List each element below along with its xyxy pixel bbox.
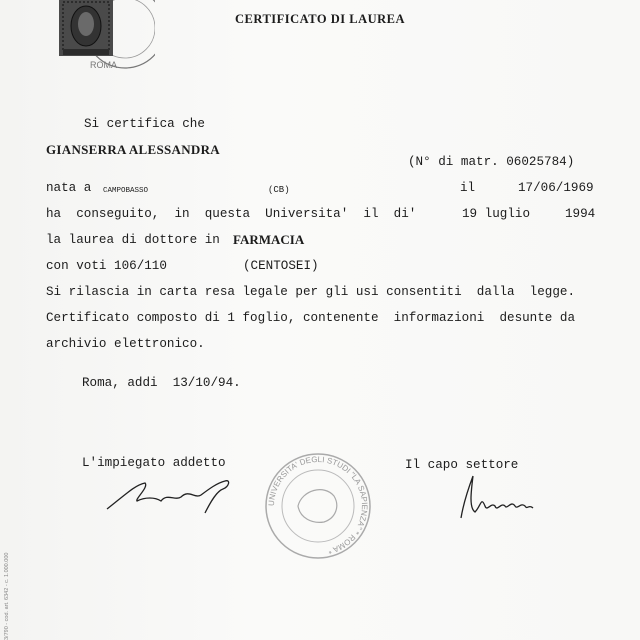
birth-date: 17/06/1969	[518, 181, 594, 195]
laurea-subject: FARMACIA	[233, 232, 305, 247]
legal-paragraph-line-3: archivio elettronico.	[46, 337, 205, 351]
sector-head-signature-icon	[455, 472, 545, 522]
voti-words: (CENTOSEI)	[243, 259, 319, 273]
postmark-text: ROMA	[90, 60, 117, 70]
svg-text:UNIVERSITA' DEGLI STUDI "LA SA: UNIVERSITA' DEGLI STUDI "LA SAPIENZA" * ROMA *	[266, 454, 370, 556]
voti-score: con voti 106/110	[46, 259, 167, 273]
place-date: Roma, addi 13/10/94.	[82, 376, 241, 390]
birth-prefix: nata a	[46, 181, 92, 195]
matricola-number: (N° di matr. 06025784)	[408, 155, 575, 169]
degree-line-text: ha conseguito, in questa Universita' il di'	[46, 207, 417, 221]
degree-day-month: 19 luglio	[462, 207, 531, 221]
university-seal-icon	[262, 450, 374, 562]
sector-head-label: Il capo settore	[405, 458, 519, 472]
degree-year: 1994	[565, 207, 596, 221]
birth-place: CAMPOBASSO	[103, 187, 149, 195]
document-title: CERTIFICATO DI LAUREA	[235, 12, 406, 26]
margin-print-code: 3/790 - cod. art. 6342 - c. 1.000.000	[4, 552, 10, 640]
laurea-prefix: la laurea di dottore in	[46, 233, 220, 247]
birth-province: (CB)	[268, 185, 290, 195]
legal-paragraph-line-1: Si rilascia in carta resa legale per gli usi consentiti dalla legge.	[46, 285, 576, 299]
clerk-label: L'impiegato addetto	[82, 456, 226, 470]
student-name: GIANSERRA ALESSANDRA	[46, 142, 220, 157]
clerk-signature-icon	[105, 475, 255, 515]
legal-paragraph-line-2: Certificato composto di 1 foglio, contenente informazioni desunte da	[46, 311, 576, 325]
intro-text: Si certifica che	[84, 117, 205, 131]
birth-date-label: il	[460, 181, 476, 195]
